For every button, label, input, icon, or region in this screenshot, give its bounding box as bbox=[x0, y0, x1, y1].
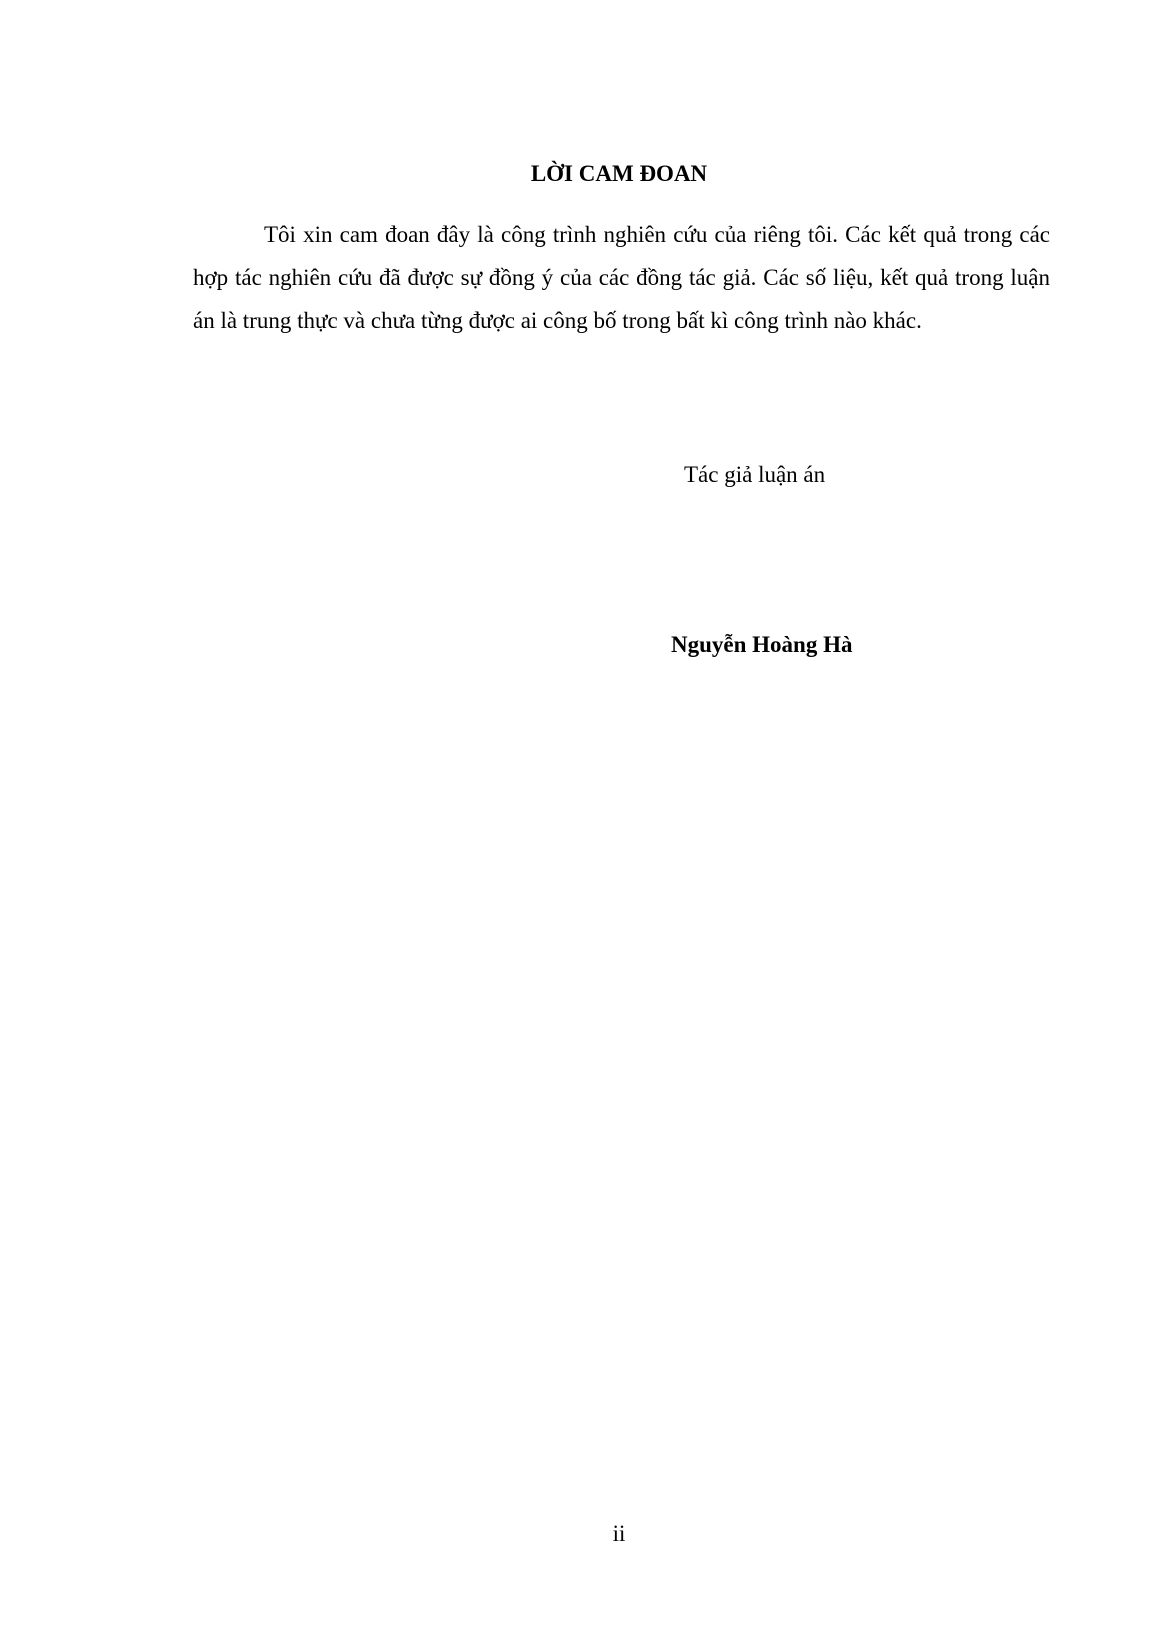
declaration-paragraph: Tôi xin cam đoan đây là công trình nghiên cứu của riêng tôi. Các kết quả trong các hợp tác nghiên cứu đã được sự đồng ý của các đồng tác giả. Các số liệu, kết quả trong luận án là trung thực và chưa từng được ai công bố trong bất kì công trình nào khác. bbox=[193, 222, 1050, 333]
author-name: Nguyễn Hoàng Hà bbox=[671, 632, 853, 657]
author-label: Tác giả luận án bbox=[684, 462, 826, 487]
page-number: ii bbox=[612, 1521, 626, 1546]
page-title: LỜI CAM ĐOAN bbox=[530, 161, 708, 186]
